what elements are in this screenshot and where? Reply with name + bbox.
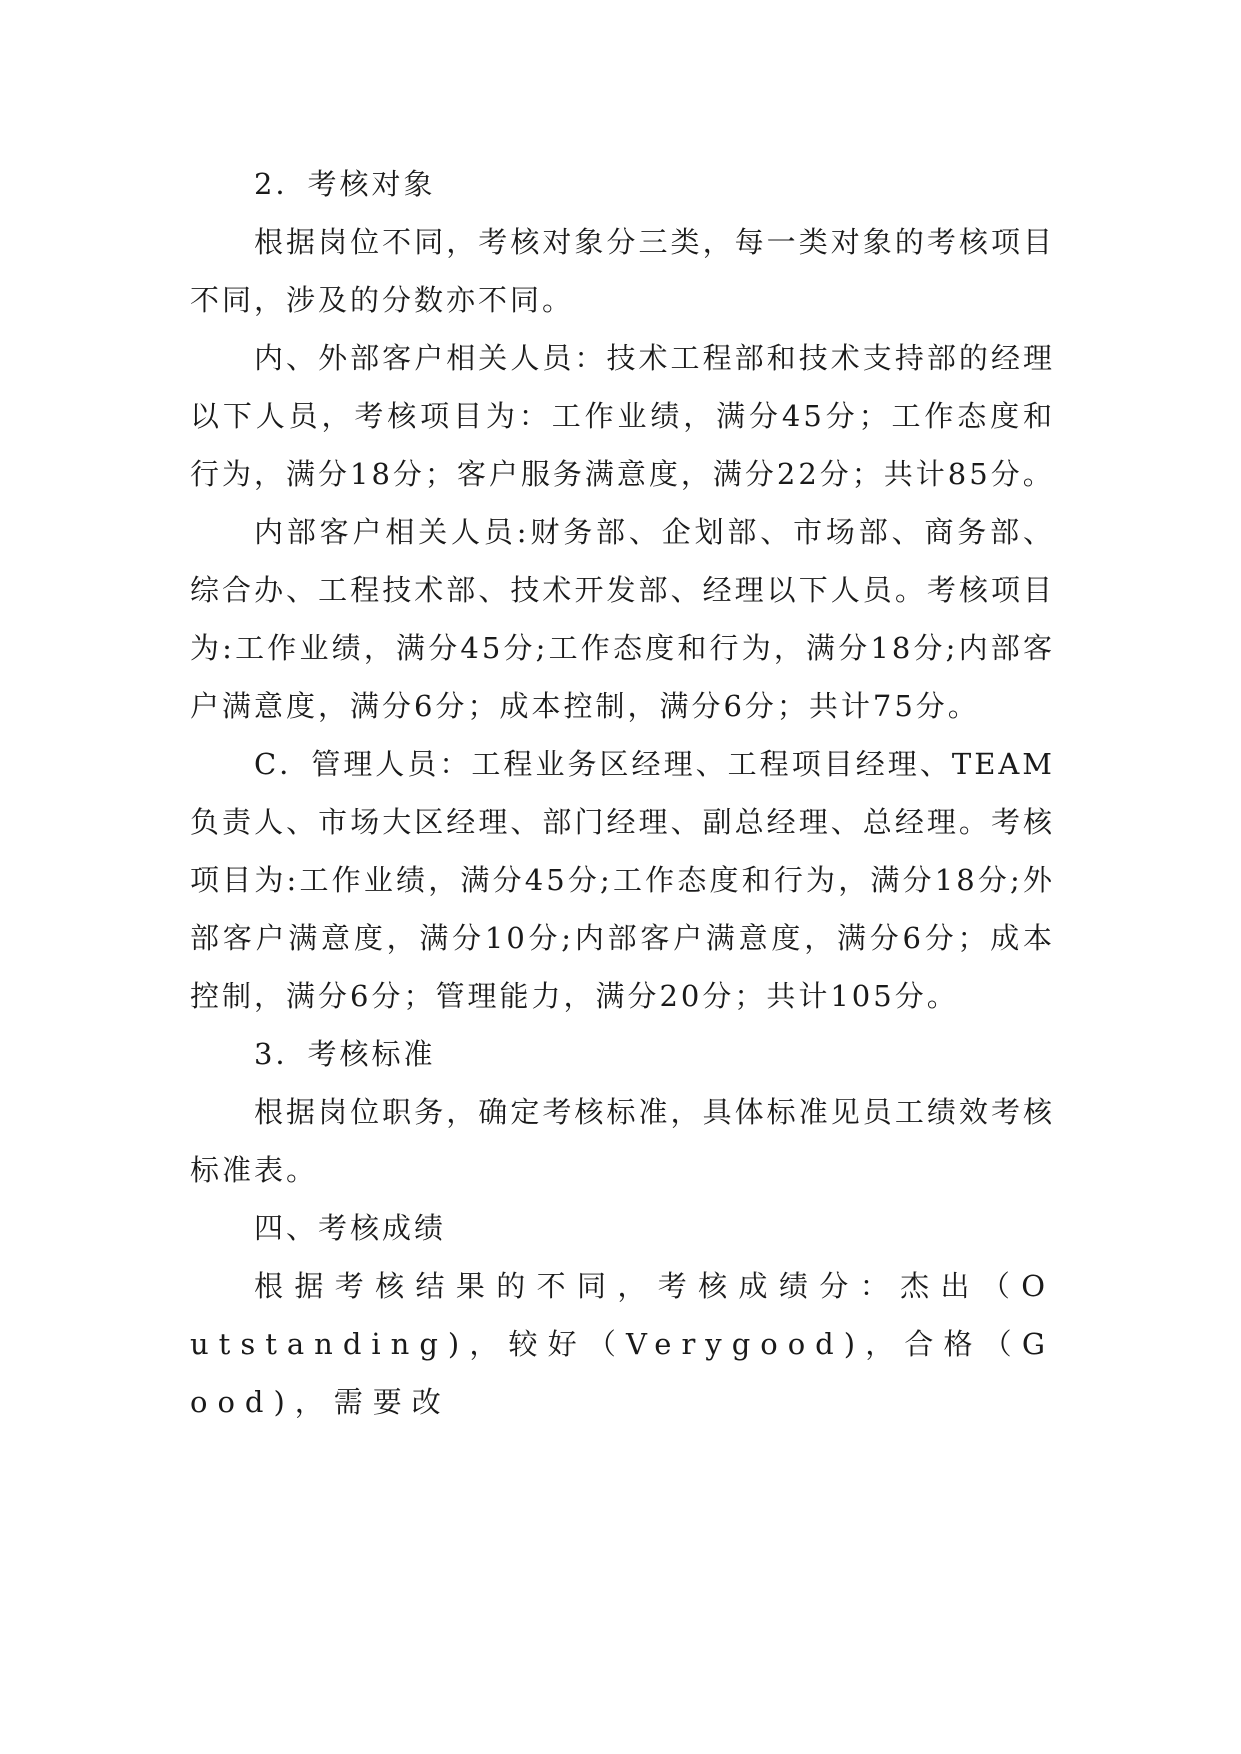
paragraph-target-categories: 根据岗位不同，考核对象分三类，每一类对象的考核项目不同，涉及的分数亦不同。 [190,225,1055,317]
section-heading-assessment-standards: 3．考核标准 [254,1037,436,1071]
paragraph-result-grades: 根据考核结果的不同，考核成绩分：杰出（Outstanding)，较好（Verygood)，合格（Good)，需要改 [190,1269,1055,1419]
paragraph-standards: 根据岗位职务，确定考核标准，具体标准见员工绩效考核标准表。 [190,1095,1055,1187]
document-body [190,155,1055,1431]
paragraph-management-staff: C．管理人员：工程业务区经理、工程项目经理、TEAM负责人、市场大区经理、部门经理、副总经理、总经理。考核项目为:工作业绩，满分45分;工作态度和行为，满分18分;外部客户满意度，满分10分;内部客户满意度，满分6分；成本控制，满分6分；管理能力，满分20分；共计105分。 [190,747,1055,1013]
paragraph-internal-clients: 内部客户相关人员:财务部、企划部、市场部、商务部、综合办、工程技术部、技术开发部、经理以下人员。考核项目为:工作业绩，满分45分;工作态度和行为，满分18分;内部客户满意度，满分6分；成本控制，满分6分；共计75分。 [190,515,1055,723]
section-heading-assessment-results: 四、考核成绩 [254,1211,447,1245]
paragraph-internal-external-clients: 内、外部客户相关人员：技术工程部和技术支持部的经理以下人员，考核项目为：工作业绩，满分45分；工作态度和行为，满分18分；客户服务满意度，满分22分；共计85分。 [190,341,1055,491]
section-heading-assessment-targets: 2．考核对象 [254,167,436,201]
